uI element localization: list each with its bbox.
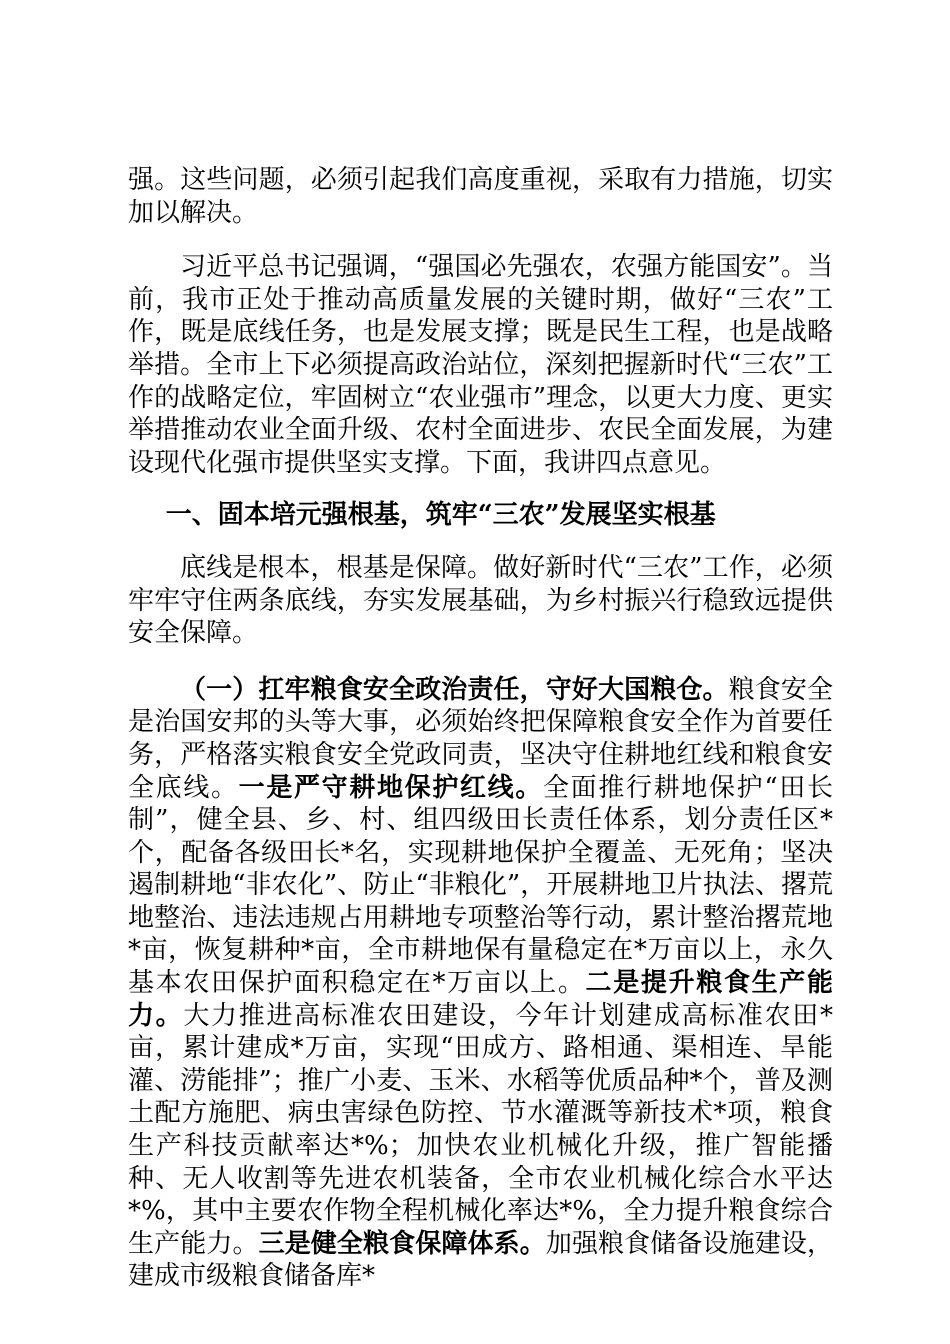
paragraph-intro [128, 251, 833, 479]
text-segment: 习近平总书记强调，“强国必先强农，农强方能国安”。当前，我市正处于推动高质量发展的关键时期，做好“三农”工作，既是底线任务，也是发展支撑；既是民生工程，也是战略举措。全市上下必须提高政治站位，深刻把握新时代“三农”工作的战略定位，牢固树立“农业强市”理念，以更大力度、更实举措推动农业全面升级、农村全面进步、农民全面发展，为建设现代化强市提供坚实支撑。下面，我讲四点意见。 [128, 252, 833, 478]
heading-text: 一、固本培元强根基，筑牢“三农”发展坚实根基 [165, 500, 716, 531]
document-page [128, 164, 833, 1293]
text-segment: 全面推行耕地保护“田长制”，健全县、乡、村、组四级田长责任体系，划分责任区*个，配备各级田长*名，实现耕地保护全覆盖、无死角；坚决遏制耕地“非农化”、防止“非粮化”，开展耕地卫片执法、撂荒地整治、违法违规占用耕地专项整治等行动，累计整治撂荒地*亩，恢复耕种*亩，全市耕地保有量稳定在*万亩以上，永久基本农田保护面积稳定在*万亩以上。 [128, 772, 833, 999]
point-title-1: 一是严守耕地保护红线。 [238, 772, 544, 803]
text-segment: 粮食安全是治国安邦的头等大事，必须始终把保障粮食安全作为首要任务，严格落实粮食安全党政同责，坚决守住耕地红线和粮食安全底线。 [128, 674, 833, 803]
text-segment: 大力推进高标准农田建设，今年计划建成高标准农田*亩，累计建成*万亩，实现“田成方、路相通、渠相连、旱能灌、涝能排”；推广小麦、玉米、水稻等优质品种*个，普及测土配方施肥、病虫害绿色防控、节水灌溉等新技术*项，粮食生产科技贡献率达*%；加快农业机械化升级，推广智能播种、无人收割等先进农机装备，全市农业机械化综合水平达*%，其中主要农作物全程机械化率达*%，全力提升粮食综合生产能力。 [128, 1000, 833, 1259]
text-segment: 底线是根本，根基是保障。做好新时代“三农”工作，必须牢牢守住两条底线，夯实发展基础，为乡村振兴行稳致远提供安全保障。 [128, 552, 833, 649]
section-heading-1 [128, 499, 833, 532]
point-title-3: 三是健全粮食保障体系。 [258, 1228, 546, 1259]
subsection-title: （一）扛牢粮食安全政治责任，守好大国粮仓。 [180, 674, 729, 705]
text-segment: 强。这些问题，必须引起我们高度重视，采取有力措施，切实加以解决。 [128, 165, 833, 228]
paragraph-subsection-1 [128, 674, 833, 1293]
paragraph-continuation [128, 164, 833, 229]
paragraph-section-intro [128, 552, 833, 650]
text-segment: 加强粮食储备设施建设，建成市级粮食储备库* [128, 1228, 833, 1292]
point-title-2: 二是提升粮食生产能力。 [128, 968, 833, 1031]
